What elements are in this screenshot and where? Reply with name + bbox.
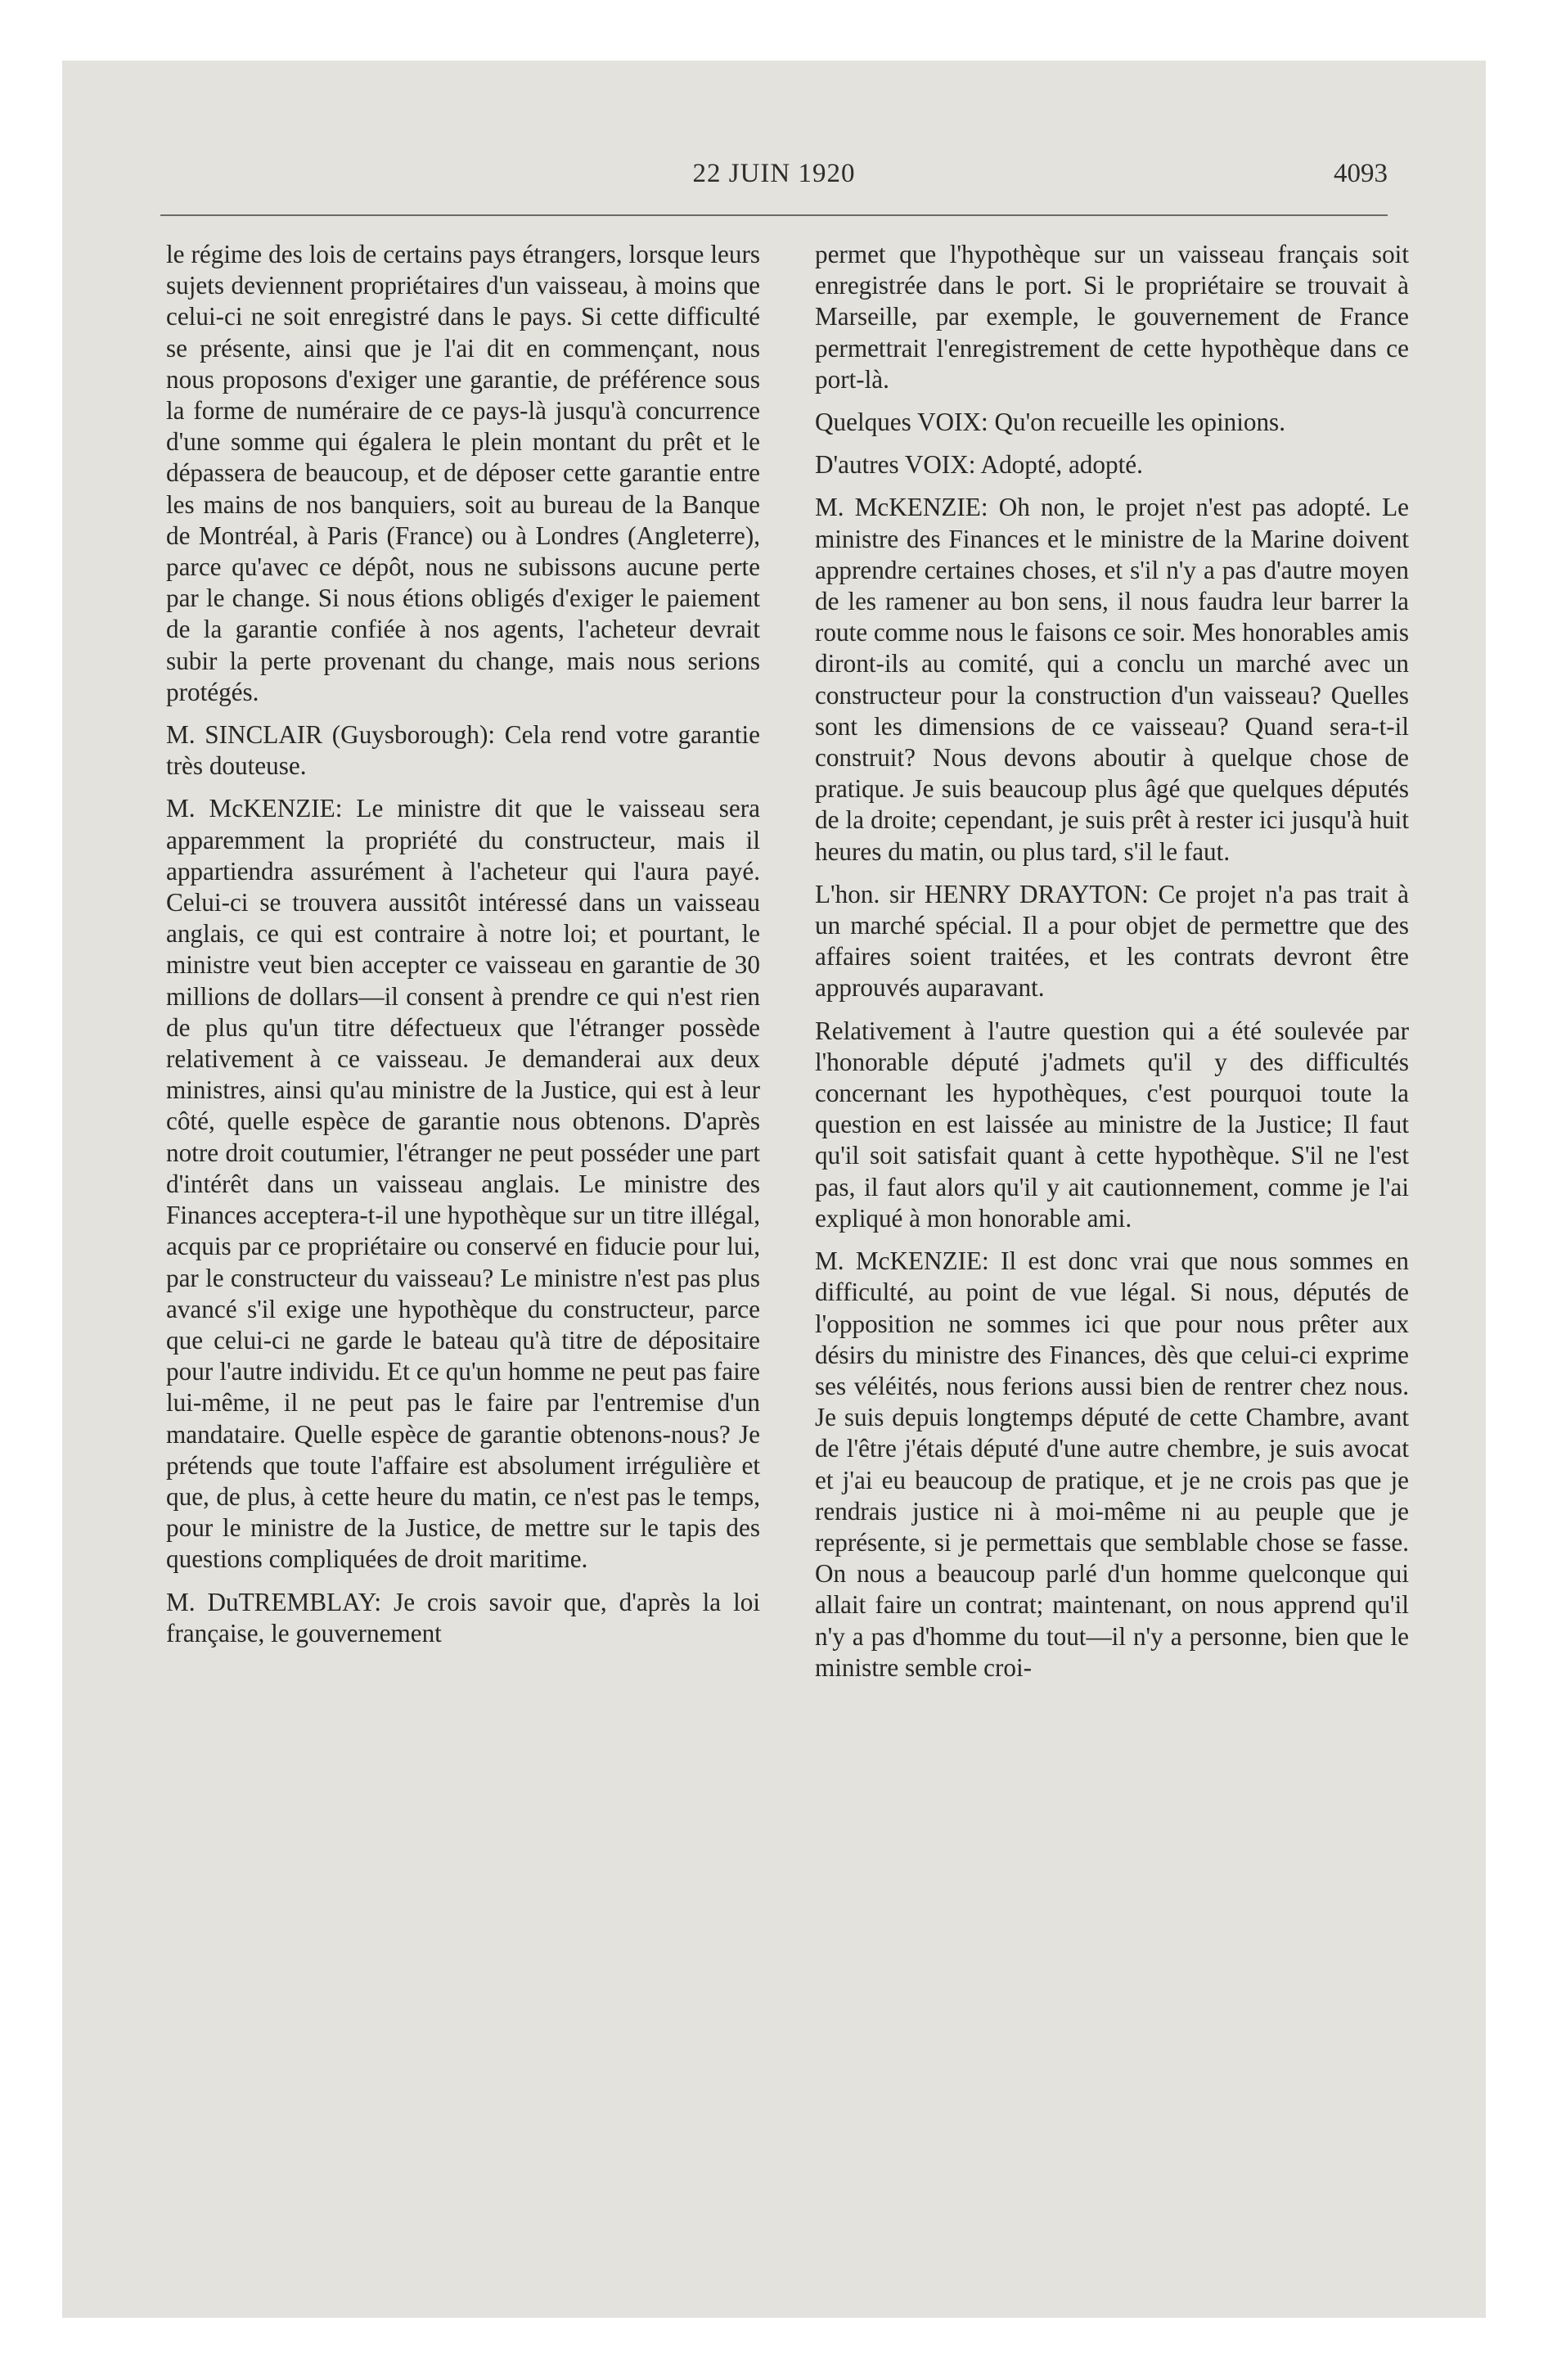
speaker: M. McKENZIE: xyxy=(166,794,343,823)
speaker: M. McKENZIE: xyxy=(815,1246,989,1276)
paragraph-text: Le ministre dit que le vaisseau sera apparemment la propriété du constructeur, mais il appartiendra assurément à l'acheteur qui l'aura payé. Celui-ci se trouvera aussitôt intéressé dans un vaisseau anglais, ce qui est contraire à notre loi; et pourtant, le ministre veut bien accepter ce vaisseau en garantie de 30 millions de dollars—il consent à prendre ce qui n'est rien de plus qu'un titre défectueux que l'étranger possède relativement à ce vaisseau. Je demanderai aux deux ministres, ainsi qu'au ministre de la Justice, qui est à leur côté, quelle espèce de garantie nous obtenons. D'après notre droit coutumier, l'étranger ne peut posséder une part d'intérêt dans un vaisseau anglais. Le ministre des Finances acceptera-t-il une hypothèque sur un titre illégal, acquis par ce propriétaire ou conservé en fiducie pour lui, par le constructeur du vaisseau? Le ministre n'est pas plus avancé s'il exige une hypothèque du constructeur, parce que celui-ci ne garde le bateau qu'à titre de dépositaire pour l'autre individu. Et ce qu'un homme ne peut pas faire lui-même, il ne peut pas le faire par l'entremise d'un mandataire. Quelle espèce de garantie obtenons-nous? Je prétends que toute l'affaire est absolument irrégulière et que, de plus, à cette heure du matin, ce n'est pas le temps, pour le ministre de la Justice, de mettre sur le tapis des questions compliquées de droit maritime. xyxy=(166,794,760,1574)
paragraph-text: Qu'on recueille les opinions. xyxy=(994,408,1285,437)
paragraph xyxy=(815,1016,1409,1234)
speaker: M. McKENZIE: xyxy=(815,493,988,522)
paragraph-text: Relativement à l'autre question qui a été soulevée par l'honorable député j'admets qu'il y des difficultés concernant les hypothèques, c'est pourquoi toute la question en est laissée au ministre de la Justice; Il faut qu'il soit satisfait quant à cette hypothèque. S'il ne l'est pas, il faut alors qu'il y ait cautionnement, comme je l'ai expliqué à mon honorable ami. xyxy=(815,1016,1409,1233)
paragraph xyxy=(166,1587,760,1649)
paragraph xyxy=(815,407,1409,438)
paragraph xyxy=(815,1246,1409,1684)
speaker: L'hon. sir HENRY DRAYTON: xyxy=(815,879,1149,908)
speaker: Quelques VOIX: xyxy=(815,408,988,437)
header-date: 22 JUIN 1920 xyxy=(692,159,856,188)
paragraph xyxy=(815,449,1409,480)
paragraph xyxy=(166,793,760,1575)
paragraph xyxy=(815,492,1409,867)
speaker: M. SINCLAIR (Guysborough): xyxy=(166,720,496,750)
paragraph xyxy=(166,239,760,708)
scanned-page xyxy=(62,61,1486,2318)
paragraph-text: le régime des lois de certains pays étrangers, lorsque leurs sujets deviennent propriétaires d'un vaisseau, à moins que celui-ci ne soit enregistré dans le pays. Si cette difficulté se présente, ainsi que je l'ai dit en commençant, nous nous proposons d'exiger une garantie, de préférence sous la forme de numéraire de ce pays-là jusqu'à concurrence d'une somme qui égalera le plein montant du prêt et le dépassera de beaucoup, et de déposer cette garantie entre les mains de nos banquiers, soit au bureau de la Banque de Montréal, à Paris (France) ou à Londres (Angleterre), parce qu'avec ce dépôt, nous ne subissons aucune perte par le change. Si nous étions obligés d'exiger le paiement de la garantie confiée à nos agents, l'acheteur devrait subir la perte provenant du change, mais nous serions protégés. xyxy=(166,240,760,706)
page-header xyxy=(160,159,1388,200)
header-rule xyxy=(160,214,1388,216)
left-column xyxy=(166,239,760,1661)
paragraph-text: permet que l'hypothèque sur un vaisseau français soit enregistrée dans le port. Si le propriétaire se trouvait à Marseille, par exemple, le gouvernement de France permettrait l'enregistrement de cette hypothèque dans ce port-là. xyxy=(815,240,1409,394)
speaker: M. DuTREMBLAY: xyxy=(166,1587,382,1616)
paragraph-text: Cela rend votre garantie très douteuse. xyxy=(166,720,761,781)
paragraph-text: Adopté, adopté. xyxy=(980,450,1143,480)
speaker: D'autres VOIX: xyxy=(815,450,976,480)
paragraph xyxy=(166,719,760,782)
page-number: 4093 xyxy=(1334,159,1388,188)
paragraph-text: Oh non, le projet n'est pas adopté. Le ministre des Finances et le ministre de la Marine doivent apprendre certaines choses, et s'il n'y a pas d'autre moyen de les ramener au bon sens, il nous faudra leur barrer la route comme nous le faisons ce soir. Mes honorables amis diront-ils au comité, qui a conclu un marché avec un constructeur pour la construction d'un vaisseau? Quelles sont les dimensions de ce vaisseau? Quand sera-t-il construit? Nous devons aboutir à quelque chose de pratique. Je suis beaucoup plus âgé que quelques députés de la droite; cependant, je suis prêt à rester ici jusqu'à huit heures du matin, ou plus tard, s'il le faut. xyxy=(815,493,1410,866)
right-column xyxy=(815,239,1409,1695)
paragraph-text: Il est donc vrai que nous sommes en difficulté, au point de vue légal. Si nous, députés de l'opposition ne sommes ici que pour nous prêter aux désirs du ministre des Finances, dès que celui-ci exprime ses véléités, nous ferions aussi bien de rentrer chez nous. Je suis depuis longtemps député de cette Chambre, avant de l'être j'étais député d'une autre chembre, je suis avocat et j'ai eu beaucoup de pratique, et je ne crois pas que je rendrais justice ni à moi-même ni au peuple que je représente, si je permettais que semblable chose se fasse. On nous a beaucoup parlé d'un homme quelconque qui allait faire un contrat; maintenant, on nous apprend qu'il n'y a pas d'homme du tout—il n'y a personne, bien que le ministre semble croi- xyxy=(815,1246,1409,1682)
paragraph xyxy=(815,239,1409,395)
paragraph-text: Je crois savoir que, d'après la loi française, le gouvernement xyxy=(166,1587,761,1648)
paragraph xyxy=(815,879,1409,1004)
paragraph-text: Ce projet n'a pas trait à un marché spécial. Il a pour objet de permettre que des affaires soient traitées, et les contrats devront être approuvés auparavant. xyxy=(815,879,1410,1003)
